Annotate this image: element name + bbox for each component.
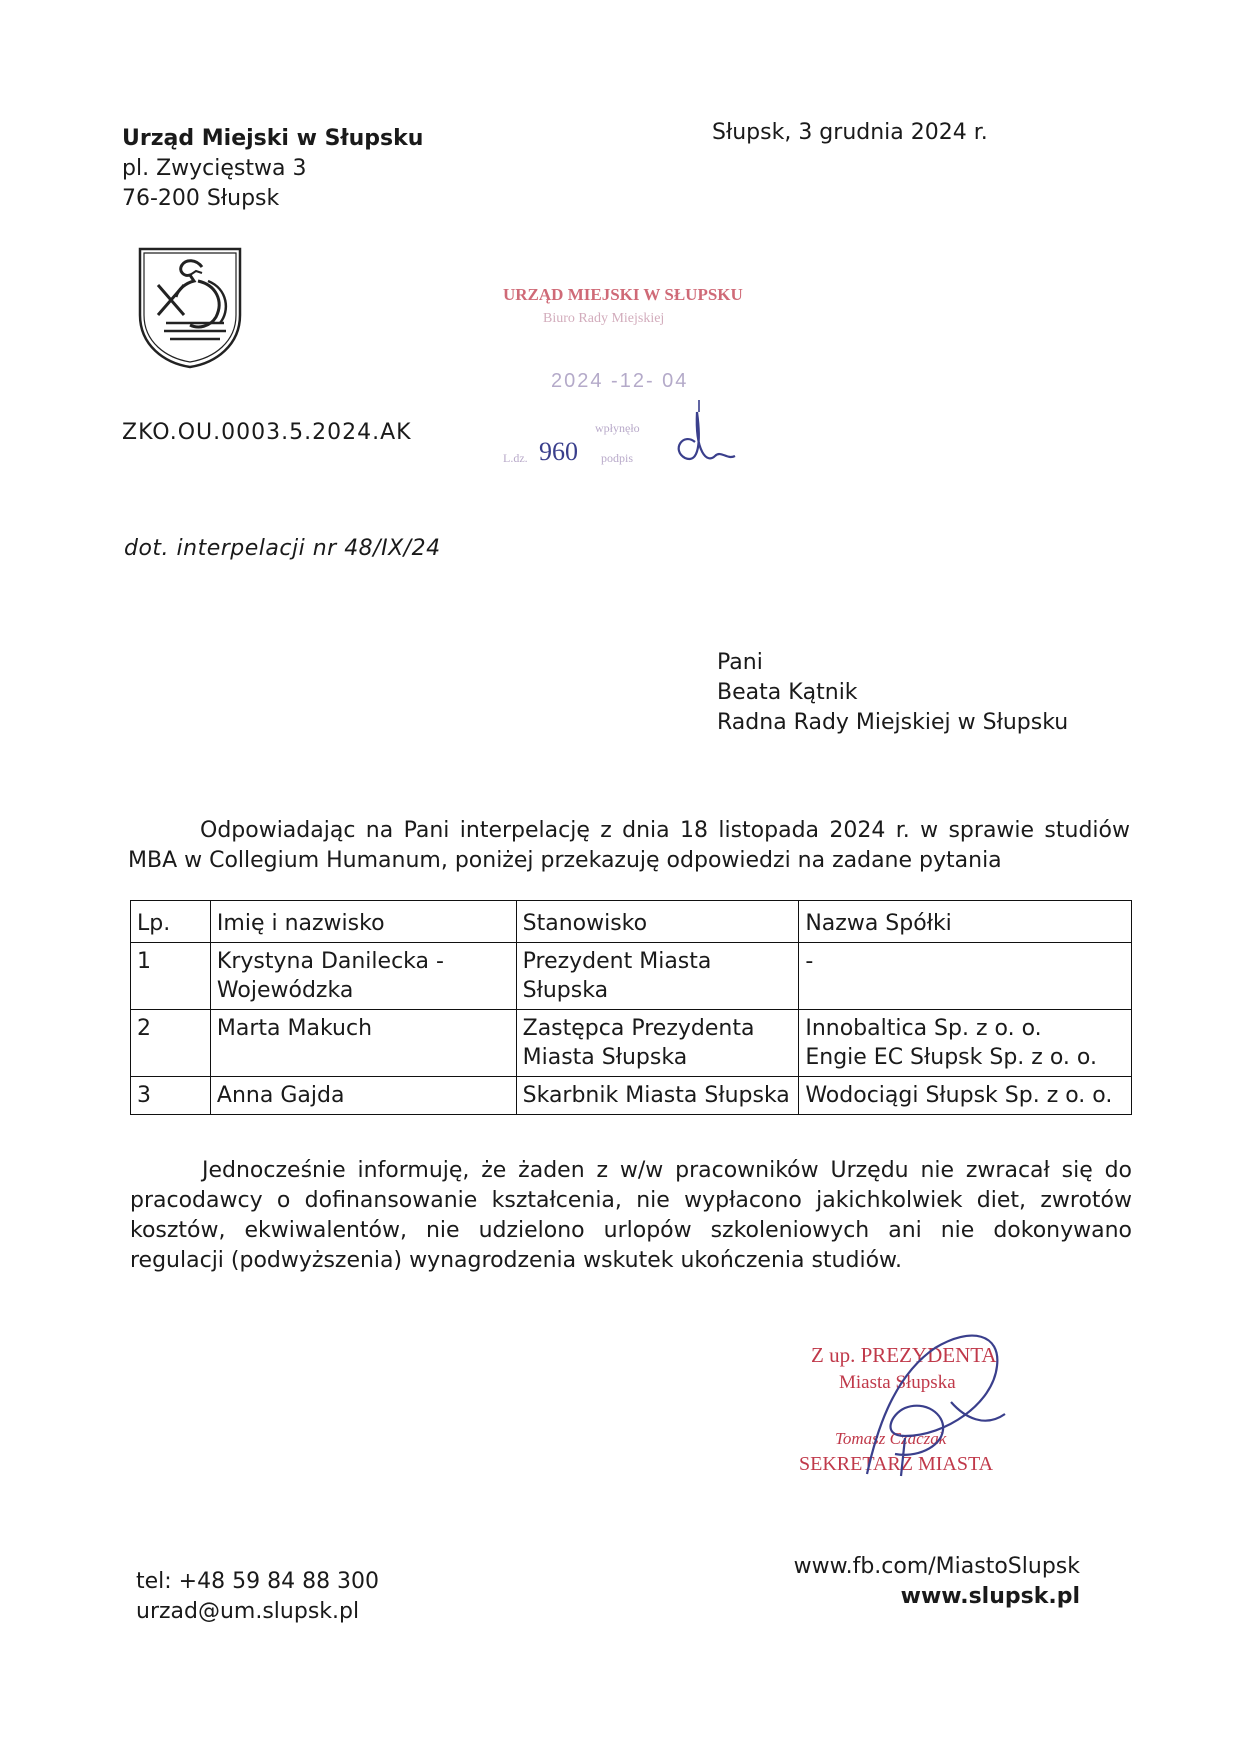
footer-email[interactable]: urzad@um.slupsk.pl [136, 1599, 360, 1624]
stamp-received-label: wpłynęło [595, 421, 640, 435]
sender-address [122, 124, 423, 214]
company-line: Wodociągi Słupsk Sp. z o. o. [805, 1083, 1113, 1108]
cell-position: Prezydent Miasta Słupska [516, 943, 799, 1010]
signature-authority: Z up. PREZYDENTA [811, 1343, 997, 1367]
cell-position: Skarbnik Miasta Słupska [516, 1077, 799, 1115]
stamp-office-name: URZĄD MIEJSKI W SŁUPSKU [503, 285, 743, 304]
intro-paragraph-text: Odpowiadając na Pani interpelację z dnia 18 listopada 2024 r. w sprawie studiów MBA w Collegium Humanum, poniżej przekazuję odpowiedzi na zadane pytania [128, 818, 1130, 873]
cell-company [799, 1077, 1132, 1115]
stamp-ldz-number: 960 [539, 437, 578, 466]
letter-date: Słupsk, 3 grudnia 2024 r. [712, 120, 988, 145]
signature-stamp [795, 1318, 1055, 1498]
intro-paragraph [128, 816, 1130, 876]
signature-title: SEKRETARZ MIASTA [799, 1453, 994, 1475]
stamp-date: 2024 -12- 04 [551, 370, 689, 392]
stamp-signature-label: podpis [601, 451, 634, 465]
cell-lp: 1 [131, 943, 211, 1010]
cell-name: Krystyna Danilecka - Wojewódzka [210, 943, 516, 1010]
company-line: - [805, 949, 814, 974]
table-row [131, 1010, 1132, 1077]
recipient-salutation: Pani [717, 650, 763, 675]
company-line: Innobaltica Sp. z o. o. [805, 1016, 1042, 1041]
stamp-initials-signature [679, 412, 735, 459]
cell-company [799, 943, 1132, 1010]
header-name: Imię i nazwisko [210, 901, 516, 943]
company-line: Engie EC Słupsk Sp. z o. o. [805, 1045, 1097, 1070]
sender-street: pl. Zwycięstwa 3 [122, 156, 307, 181]
cell-position: Zastępca Prezydenta Miasta Słupska [516, 1010, 799, 1077]
stamp-ldz-label: L.dz. [503, 451, 528, 465]
city-crest-icon [136, 245, 244, 369]
sender-city: 76-200 Słupsk [122, 186, 280, 211]
signature-city: Miasta Słupska [839, 1372, 956, 1393]
staff-table [130, 900, 1132, 1115]
stamp-department: Biuro Rady Miejskiej [543, 311, 665, 326]
subject-line: dot. interpelacji nr 48/IX/24 [124, 536, 441, 561]
table-row [131, 1077, 1132, 1115]
reference-number: ZKO.OU.0003.5.2024.AK [122, 420, 412, 445]
recipient-title: Radna Rady Miejskiej w Słupsku [717, 710, 1069, 735]
footer-website-link[interactable]: www.slupsk.pl [900, 1584, 1080, 1609]
footer-links [780, 1552, 1080, 1612]
header-company: Nazwa Spółki [799, 901, 1132, 943]
header-position: Stanowisko [516, 901, 799, 943]
sender-name: Urząd Miejski w Słupsku [122, 126, 424, 151]
table-row [131, 943, 1132, 1010]
cell-company [799, 1010, 1132, 1077]
footer-facebook-link[interactable]: www.fb.com/MiastoSlupsk [793, 1554, 1080, 1579]
cell-name: Marta Makuch [210, 1010, 516, 1077]
table-header-row [131, 901, 1132, 943]
header-lp: Lp. [131, 901, 211, 943]
received-stamp [495, 282, 785, 482]
cell-lp: 2 [131, 1010, 211, 1077]
recipient-name: Beata Kątnik [717, 680, 858, 705]
footer-phone: tel: +48 59 84 88 300 [136, 1569, 380, 1594]
cell-name: Anna Gajda [210, 1077, 516, 1115]
signature-name: Tomasz Czaczak [835, 1429, 947, 1448]
cell-lp: 3 [131, 1077, 211, 1115]
footer-contact [136, 1567, 379, 1627]
recipient-address [717, 648, 1068, 738]
closing-paragraph-text: Jednocześnie informuję, że żaden z w/w pracowników Urzędu nie zwracał się do pracodawcy o dofinansowanie kształcenia, nie wypłacono jakichkolwiek diet, zwrotów kosztów, ekwiwalentów, nie udzielono urlopów szkoleniowych ani nie dokonywano regulacji (podwyższenia) wynagrodzenia wskutek ukończenia studiów. [130, 1158, 1132, 1273]
closing-paragraph [130, 1156, 1132, 1276]
